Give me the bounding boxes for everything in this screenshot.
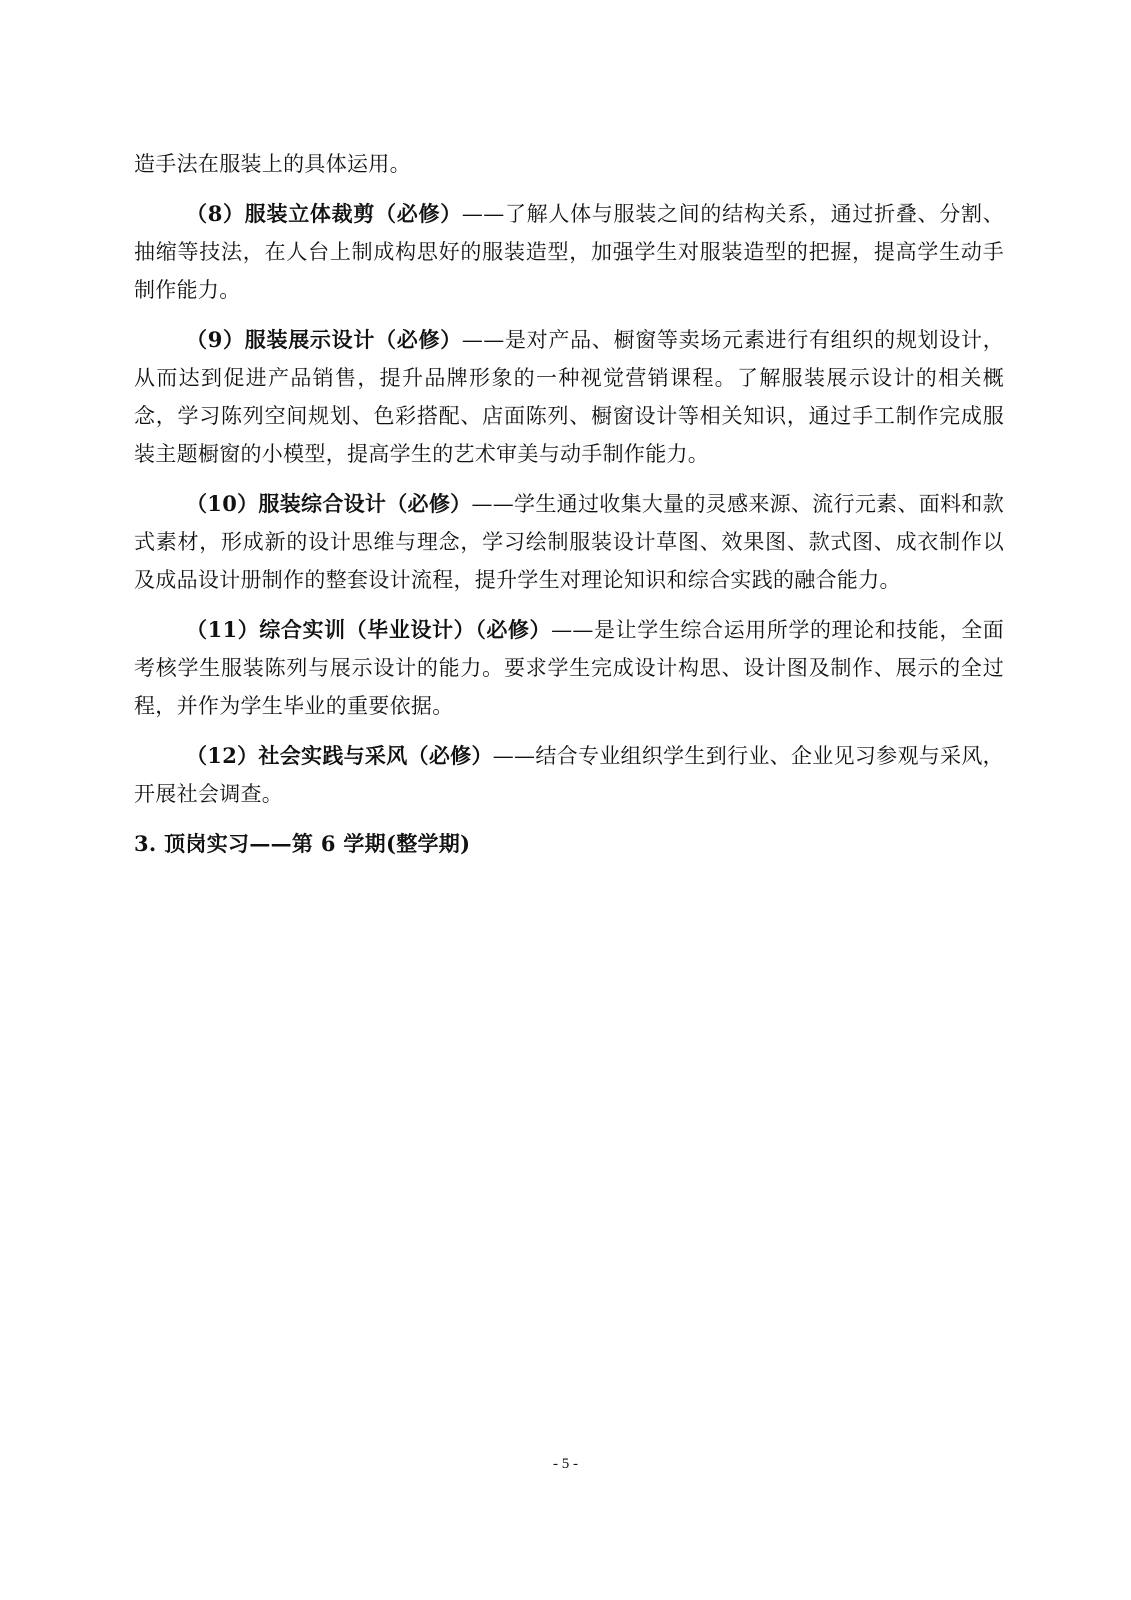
- course-item-label: （10）服装综合设计（必修）: [186, 491, 472, 516]
- course-item-8: [134, 195, 1004, 309]
- course-item-text: ——是让学生综合运用所学的理论和技能，全面考核学生服装陈列与展示设计的能力。要求学生完成设计构思、设计图及制作、展示的全过程，并作为学生毕业的重要依据。: [134, 618, 1004, 718]
- section-heading: 3. 顶岗实习——第 6 学期(整学期): [134, 831, 471, 856]
- course-item-label: （8）服装立体裁剪（必修）: [186, 201, 462, 226]
- document-body: [134, 145, 1004, 875]
- course-item-text: ——是对产品、橱窗等卖场元素进行有组织的规划设计，从而达到促进产品销售，提升品牌形象的一种视觉营销课程。了解服装展示设计的相关概念，学习陈列空间规划、色彩搭配、店面陈列、橱窗设计等相关知识，通过手工制作完成服装主题橱窗的小模型，提高学生的艺术审美与动手制作能力。: [134, 328, 1004, 466]
- course-item-text: ——了解人体与服装之间的结构关系，通过折叠、分割、抽缩等技法，在人台上制成构思好的服装造型，加强学生对服装造型的把握，提高学生动手制作能力。: [134, 202, 1004, 302]
- course-item-label: （11）综合实训（毕业设计）（必修）: [186, 617, 552, 642]
- course-item-text: ——学生通过收集大量的灵感来源、流行元素、面料和款式素材，形成新的设计思维与理念，学习绘制服装设计草图、效果图、款式图、成衣制作以及成品设计册制作的整套设计流程，提升学生对理论知识和综合实践的融合能力。: [134, 492, 1004, 592]
- course-item-10: [134, 485, 1004, 599]
- course-item-11: [134, 611, 1004, 725]
- course-item-label: （9）服装展示设计（必修）: [186, 327, 462, 352]
- course-item-12: [134, 737, 1004, 813]
- course-item-9: [134, 321, 1004, 473]
- page-number: - 5 -: [553, 1456, 578, 1472]
- lead-paragraph: 造手法在服装上的具体运用。: [134, 152, 411, 176]
- course-item-text: ——结合专业组织学生到行业、企业见习参观与采风，开展社会调查。: [134, 744, 1004, 806]
- course-item-label: （12）社会实践与采风（必修）: [186, 743, 493, 768]
